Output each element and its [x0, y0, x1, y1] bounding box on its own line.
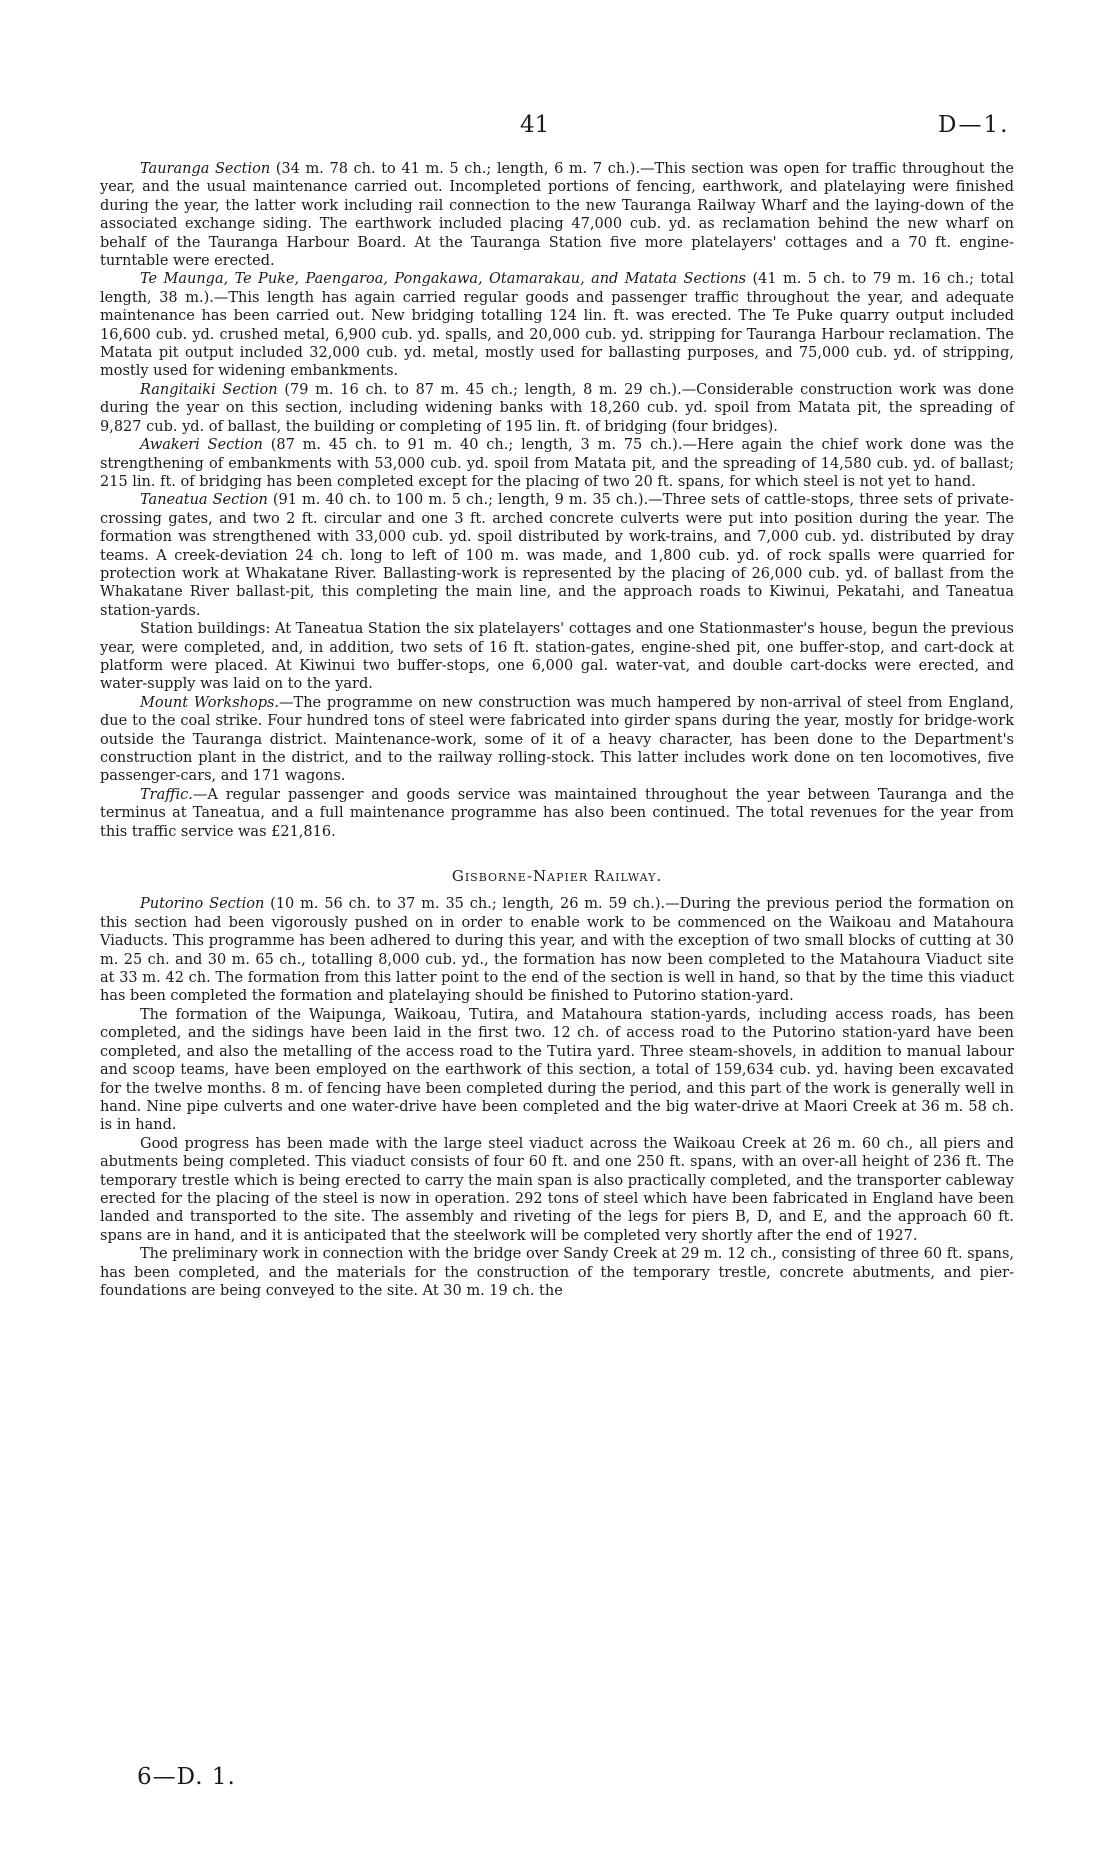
paragraph-text: (79 m. 16 ch. to 87 m. 45 ch.; length, 8 m. 29 ch.).—Considerable construction work was done during the year on this section, including widening banks with 18,260 cub. yd. spoil from Matata pit, the spreading of 9,827 cub. yd. of ballast, the building or completing of 195 lin. ft. of bridging (four bridges).: [100, 381, 1014, 435]
paragraph-lead: Putorino Section: [140, 896, 265, 913]
paragraph-lead: Mount Workshops.: [140, 694, 280, 711]
paragraph-sandy-creek: [100, 1245, 1014, 1300]
paragraph-mount-workshops: [100, 694, 1014, 786]
body-text: [100, 160, 1014, 1300]
paragraph-lead: Te Maunga, Te Puke, Paengaroa, Pongakawa, Otamarakau, and Matata Sections: [140, 271, 747, 288]
paragraph-lead: Taneatua Section: [140, 492, 268, 509]
paragraph-text: (91 m. 40 ch. to 100 m. 5 ch.; length, 9 m. 35 ch.).—Three sets of cattle-stops, three sets of private-crossing gates, and two 2 ft. circular and one 3 ft. arched concrete culverts were put into position during the year. The formation was strengthened with 33,000 cub. yd. spoil distributed by work-trains, and 7,000 cub. yd. distributed by dray teams. A creek-deviation 24 ch. long to left of 100 m. was made, and 1,800 cub. yd. of rock spalls were quarried for protection work at Whakatane River. Ballasting-work is represented by the placing of 26,000 cub. yd. of ballast from the Whakatane River ballast-pit, this completing the main line, and the approach roads to Kiwinui, Pekatahi, and Taneatua station-yards.: [100, 492, 1014, 619]
section-heading: Gisborne-Napier Railway.: [451, 867, 663, 886]
paragraph-text: (87 m. 45 ch. to 91 m. 40 ch.; length, 3 m. 75 ch.).—Here again the chief work done was the strengthening of embankments with 53,000 cub. yd. spoil from Matata pit, and the spreading of 14,580 cub. yd. of ballast; 215 lin. ft. of bridging has been completed except for the placing of two 20 ft. spans, for which steel is not yet to hand.: [100, 437, 1014, 490]
paragraph-taneatua: [100, 491, 1014, 620]
paragraph-tauranga: [100, 160, 1014, 270]
document-reference: D—1.: [938, 112, 1010, 138]
paragraph-text: —A regular passenger and goods service was maintained throughout the year between Tauranga and the terminus at Taneatua, and a full maintenance programme has also been continued. The total revenues for the year from this traffic service was £21,816.: [100, 786, 1014, 840]
paragraph-lead: Rangitaiki Section: [140, 381, 278, 398]
paragraph-lead: Traffic.: [140, 786, 193, 803]
paragraph-text: Good progress has been made with the large steel viaduct across the Waikoau Creek at 26 m. 60 ch., all piers and abutments being completed. This viaduct consists of four 60 ft. and one 250 ft. spans, with an over-all height of 236 ft. The temporary trestle which is being erected to carry the main span is also practically completed, and the transporter cableway erected for the placing of the steel is now in operation. 292 tons of steel which have been fabricated in England have been landed and transported to the site. The assembly and riveting of the legs for piers B, D, and E, and the approach 60 ft. spans are in hand, and it is anticipated that the steelwork will be completed very shortly after the end of 1927.: [100, 1135, 1014, 1244]
paragraph-text: The formation of the Waipunga, Waikoau, Tutira, and Matahoura station-yards, including access roads, has been completed, and the sidings have been laid in the first two. 12 ch. of access road to the Putorino station-yard have been completed, and also the metalling of the access road to the Tutira yard. Three steam-shovels, in addition to manual labour and scoop teams, have been employed on the earthwork of this section, a total of 159,634 cub. yd. having been excavated for the twelve months. 8 m. of fencing have been completed during the period, and this part of the work is generally well in hand. Nine pipe culverts and one water-drive have been completed and the big water-drive at Maori Creek at 36 m. 58 ch. is in hand.: [100, 1006, 1014, 1134]
paragraph-putorino: [100, 895, 1014, 1005]
paragraph-text: Station buildings: At Taneatua Station the six platelayers' cottages and one Stationmaster's house, begun the previous year, were completed, and, in addition, two sets of 16 ft. station-gates, engine-shed pit, one buffer-stop, and cart-dock at platform were placed. At Kiwinui two buffer-stops, one 6,000 gal. water-vat, and double cart-docks were erected, and water-supply was laid on to the yard.: [100, 621, 1014, 693]
paragraph-awakeri: [100, 436, 1014, 491]
paragraph-lead: Awakeri Section: [140, 437, 263, 454]
paragraph-traffic: [100, 786, 1014, 841]
paragraph-lead: Tauranga Section: [140, 161, 271, 177]
paragraph-rangitaiki: [100, 381, 1014, 436]
paragraph-te-maunga: [100, 270, 1014, 380]
paragraph-text: The preliminary work in connection with the bridge over Sandy Creek at 29 m. 12 ch., consisting of three 60 ft. spans, has been completed, and the materials for the construction of the temporary trestle, concrete abutments, and pier-foundations are being conveyed to the site. At 30 m. 19 ch. the: [100, 1246, 1014, 1299]
paragraph-waikoau-viaduct: [100, 1135, 1014, 1245]
footer-signature-mark: 6—D. 1.: [137, 1764, 236, 1790]
page-number: 41: [520, 112, 550, 138]
paragraph-text: (41 m. 5 ch. to 79 m. 16 ch.; total length, 38 m.).—This length has again carried regular goods and passenger traffic throughout the year, and adequate maintenance has been carried out. New bridging totalling 124 lin. ft. was erected. The Te Puke quarry output included 16,600 cub. yd. crushed metal, 6,900 cub. yd. spalls, and 20,000 cub. yd. stripping for Tauranga Harbour reclamation. The Matata pit output included 32,000 cub. yd. metal, mostly used for ballasting purposes, and 75,000 cub. yd. of stripping, mostly used for widening embankments.: [100, 271, 1014, 380]
paragraph-text: —The programme on new construction was much hampered by non-arrival of steel from England, due to the coal strike. Four hundred tons of steel were fabricated into girder spans during the year, mostly for bridge-work outside the Tauranga district. Maintenance-work, some of it of a heavy character, has been done to the Department's construction plant in the district, and to the railway rolling-stock. This latter includes work done on ten locomotives, five passenger-cars, and 171 wagons.: [100, 694, 1014, 785]
paragraph-text: (10 m. 56 ch. to 37 m. 35 ch.; length, 26 m. 59 ch.).—During the previous period the formation on this section had been vigorously pushed on in order to enable work to be commenced on the Waikoau and Matahoura Viaducts. This programme has been adhered to during this year, and with the exception of two small blocks of cutting at 30 m. 25 ch. and 30 m. 65 ch., totalling 8,000 cub. yd., the formation has now been completed to the Matahoura Viaduct site at 33 m. 42 ch. The formation from this latter point to the end of the section is well in hand, so that by the time this viaduct has been completed the formation and platelaying should be finished to Putorino station-yard.: [100, 896, 1014, 1005]
paragraph-station-buildings: [100, 620, 1014, 694]
paragraph-station-yards: [100, 1006, 1014, 1135]
paragraph-text: (34 m. 78 ch. to 41 m. 5 ch.; length, 6 m. 7 ch.).—This section was open for traffic throughout the year, and the usual maintenance carried out. Incompleted portions of fencing, earthwork, and platelaying were finished during the year, the latter work including rail connection to the new Tauranga Railway Wharf and the laying-down of the associated exchange siding. The earthwork included placing 47,000 cub. yd. as reclamation behind the new wharf on behalf of the Tauranga Harbour Board. At the Tauranga Station five more platelayers' cottages and a 70 ft. engine-turntable were erected.: [100, 161, 1014, 270]
